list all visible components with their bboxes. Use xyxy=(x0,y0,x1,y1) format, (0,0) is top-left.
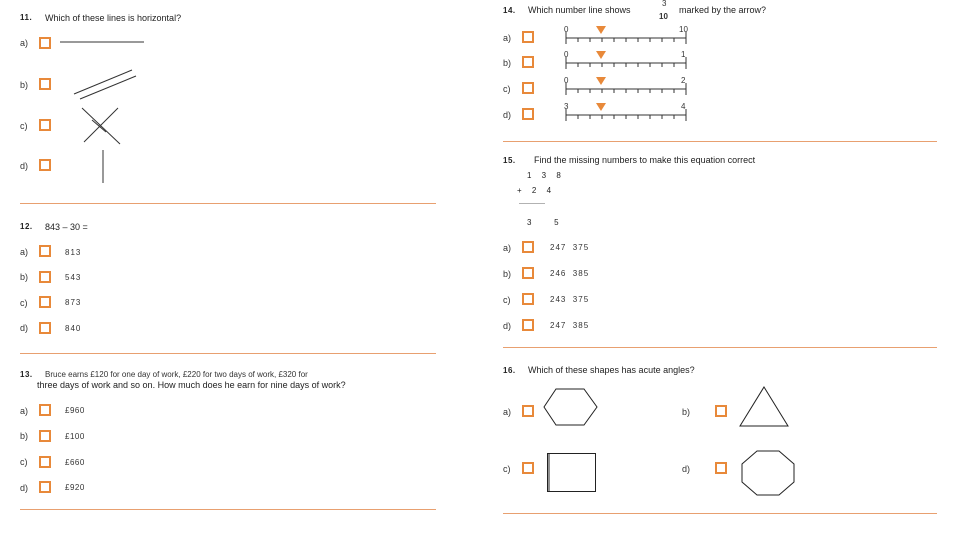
q14-fraction-denominator: 10 xyxy=(659,12,668,21)
q11-question: Which of these lines is horizontal? xyxy=(45,13,182,23)
q15-option-b-label: b) xyxy=(503,269,512,279)
q13-option-a-checkbox[interactable] xyxy=(39,404,51,416)
q15-option-d-label: d) xyxy=(503,321,512,331)
q15-option-a-value: 247 375 xyxy=(550,243,590,252)
q12-option-d-checkbox[interactable] xyxy=(39,322,51,334)
q16-option-b-checkbox[interactable] xyxy=(715,405,727,417)
q15-number: 15. xyxy=(503,156,516,165)
divider xyxy=(20,203,436,204)
q15-option-c-label: c) xyxy=(503,295,511,305)
q12-option-d-label: d) xyxy=(20,323,29,333)
q14-option-c-arrow xyxy=(596,77,606,85)
q14-number: 14. xyxy=(503,6,516,15)
q14-option-d-end: 4 xyxy=(681,102,686,111)
q13-option-b-value: £100 xyxy=(65,432,85,441)
q11-option-b-lines xyxy=(70,66,140,102)
q15-option-c-value: 243 375 xyxy=(550,295,590,304)
q14-option-b-number-line xyxy=(562,51,692,73)
q15-option-a-label: a) xyxy=(503,243,512,253)
q14-option-a-number-line xyxy=(562,26,692,48)
q15-option-d-value: 247 385 xyxy=(550,321,590,330)
q11-number: 11. xyxy=(20,13,33,22)
q12-option-d-value: 840 xyxy=(65,324,82,333)
q14-option-c-start: 0 xyxy=(564,76,569,85)
q16-option-d-label: d) xyxy=(682,464,691,474)
q11-option-a-label: a) xyxy=(20,38,29,48)
q16-option-a-checkbox[interactable] xyxy=(522,405,534,417)
q14-option-a-label: a) xyxy=(503,33,512,43)
q12-option-c-value: 873 xyxy=(65,298,82,307)
q16-option-c-square-shape xyxy=(545,452,599,494)
q13-option-c-checkbox[interactable] xyxy=(39,456,51,468)
q12-option-a-value: 813 xyxy=(65,248,82,257)
q13-question-line1: Bruce earns £120 for one day of work, £220 for two days of work, £320 for xyxy=(45,370,308,379)
q15-question: Find the missing numbers to make this equation correct xyxy=(534,155,756,165)
q16-option-d-octagon-shape xyxy=(739,449,797,497)
q13-option-d-label: d) xyxy=(20,483,29,493)
q15-option-a-checkbox[interactable] xyxy=(522,241,534,253)
q12-option-b-label: b) xyxy=(20,272,29,282)
q15-sum-line3: 3 5 xyxy=(527,218,563,227)
q15-option-b-value: 246 385 xyxy=(550,269,590,278)
q13-option-c-value: £660 xyxy=(65,458,85,467)
q15-sum-line2: + 2 4 xyxy=(517,186,556,195)
q13-option-a-value: £960 xyxy=(65,406,85,415)
q14-option-d-checkbox[interactable] xyxy=(522,108,534,120)
q14-question-after: marked by the arrow? xyxy=(679,5,767,15)
q14-option-c-checkbox[interactable] xyxy=(522,82,534,94)
q16-option-c-checkbox[interactable] xyxy=(522,462,534,474)
q14-option-c-end: 2 xyxy=(681,76,686,85)
q14-question-before: Which number line shows xyxy=(528,5,631,15)
q14-option-d-number-line xyxy=(562,103,692,125)
q12-option-b-value: 543 xyxy=(65,273,82,282)
q16-option-b-triangle-shape xyxy=(737,385,791,429)
q11-option-d-line xyxy=(98,148,108,186)
q11-option-a-line xyxy=(58,36,148,48)
q14-option-a-checkbox[interactable] xyxy=(522,31,534,43)
q14-option-d-start: 3 xyxy=(564,102,569,111)
q11-option-d-label: d) xyxy=(20,161,29,171)
q14-option-a-end: 10 xyxy=(679,25,688,34)
q14-option-a-arrow xyxy=(596,26,606,34)
q13-option-a-label: a) xyxy=(20,406,29,416)
q16-option-c-label: c) xyxy=(503,464,511,474)
q13-question-line2: three days of work and so on. How much does he earn for nine days of work? xyxy=(37,380,346,390)
divider xyxy=(20,509,436,510)
q13-option-c-label: c) xyxy=(20,457,28,467)
q11-option-c-lines xyxy=(78,104,128,148)
q16-option-a-label: a) xyxy=(503,407,512,417)
q16-question: Which of these shapes has acute angles? xyxy=(528,365,695,375)
q16-number: 16. xyxy=(503,366,516,375)
q11-option-c-label: c) xyxy=(20,121,28,131)
q12-option-a-label: a) xyxy=(20,247,29,257)
q14-option-d-label: d) xyxy=(503,110,512,120)
q13-number: 13. xyxy=(20,370,33,379)
q14-option-c-number-line xyxy=(562,77,692,99)
q14-option-b-arrow xyxy=(596,51,606,59)
q14-option-b-start: 0 xyxy=(564,50,569,59)
q11-option-c-checkbox[interactable] xyxy=(39,119,51,131)
divider xyxy=(503,347,937,348)
q11-option-b-label: b) xyxy=(20,80,29,90)
q13-option-d-value: £920 xyxy=(65,483,85,492)
q15-option-c-checkbox[interactable] xyxy=(522,293,534,305)
q15-option-b-checkbox[interactable] xyxy=(522,267,534,279)
q14-option-d-arrow xyxy=(596,103,606,111)
q12-question: 843 – 30 = xyxy=(45,222,88,232)
q16-option-a-hexagon-shape xyxy=(542,387,600,429)
q13-option-b-label: b) xyxy=(20,431,29,441)
divider xyxy=(503,513,937,514)
q16-option-d-checkbox[interactable] xyxy=(715,462,727,474)
q11-option-a-checkbox[interactable] xyxy=(39,37,51,49)
q15-sum-rule: ------------- xyxy=(519,201,545,207)
q15-sum-line1: 1 3 8 xyxy=(527,171,565,180)
q14-option-b-checkbox[interactable] xyxy=(522,56,534,68)
q14-option-b-label: b) xyxy=(503,58,512,68)
q12-option-c-checkbox[interactable] xyxy=(39,296,51,308)
divider xyxy=(20,353,436,354)
q12-number: 12. xyxy=(20,222,33,231)
q14-fraction-numerator: 3 xyxy=(662,0,667,8)
q11-option-b-checkbox[interactable] xyxy=(39,78,51,90)
q14-option-b-end: 1 xyxy=(681,50,686,59)
q13-option-d-checkbox[interactable] xyxy=(39,481,51,493)
q13-option-b-checkbox[interactable] xyxy=(39,430,51,442)
q16-option-b-label: b) xyxy=(682,407,691,417)
q14-option-a-start: 0 xyxy=(564,25,569,34)
q12-option-b-checkbox[interactable] xyxy=(39,271,51,283)
divider xyxy=(503,141,937,142)
q15-option-d-checkbox[interactable] xyxy=(522,319,534,331)
q11-option-d-checkbox[interactable] xyxy=(39,159,51,171)
q14-option-c-label: c) xyxy=(503,84,511,94)
q12-option-c-label: c) xyxy=(20,298,28,308)
q12-option-a-checkbox[interactable] xyxy=(39,245,51,257)
